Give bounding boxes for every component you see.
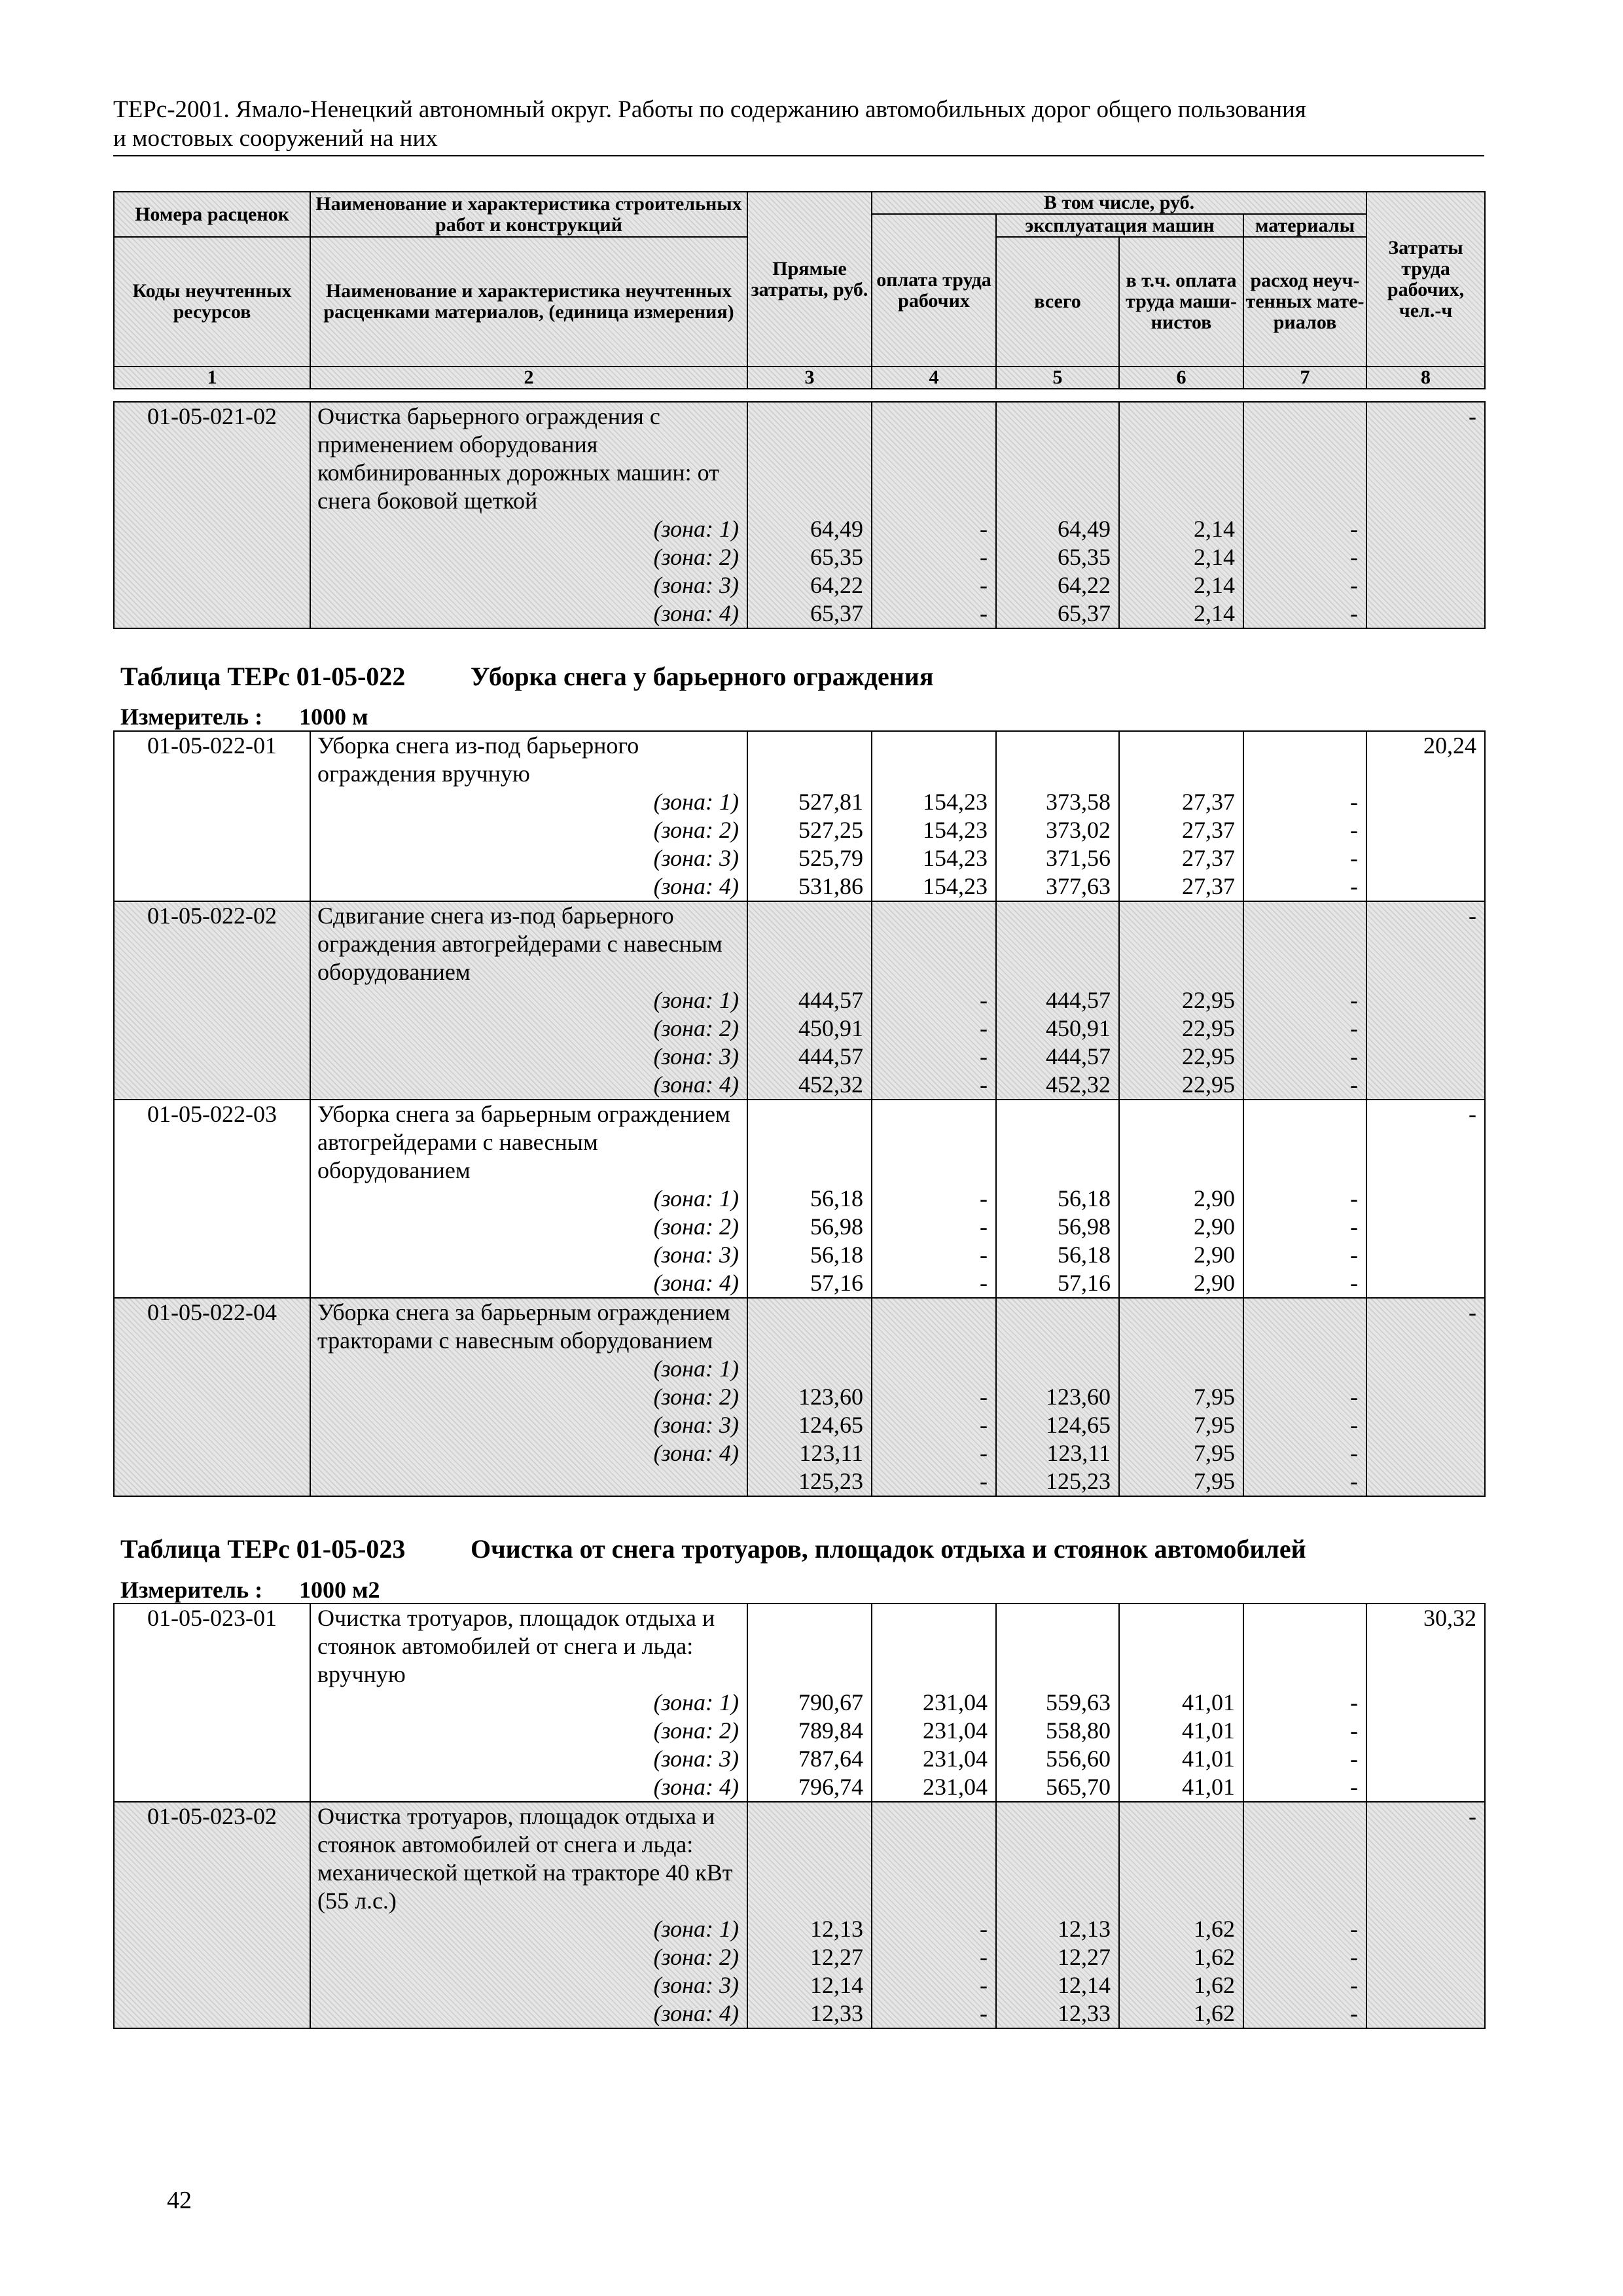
rate-code-cell: 01-05-022-02 <box>114 901 310 1100</box>
materials-header: материалы <box>1243 214 1366 237</box>
machines-value: 12,13 <box>1058 1916 1111 1942</box>
machinist-value: 41,01 <box>1182 1689 1235 1715</box>
direct-value: 452,32 <box>798 1071 863 1098</box>
direct-value: 65,37 <box>810 600 863 626</box>
rates-table-022 <box>113 730 1486 1497</box>
machinist-value: 27,37 <box>1182 789 1235 815</box>
materials-value: - <box>1350 845 1358 871</box>
machinist-value: 2,90 <box>1194 1242 1235 1268</box>
measure-value: 1000 м2 <box>299 1577 380 1603</box>
rates-table-021 <box>113 401 1486 629</box>
machinist-cell <box>1119 1298 1243 1496</box>
wages-cell <box>872 1298 996 1496</box>
table-title-name: Уборка снега у барьерного ограждения <box>471 662 934 691</box>
direct-value: 12,33 <box>810 2000 863 2026</box>
machinist-cell <box>1119 731 1243 901</box>
table-title <box>120 1534 1306 1564</box>
zone-label: (зона: 1) <box>653 1185 739 1211</box>
wages-value: 231,04 <box>923 1717 988 1744</box>
rate-name: Уборка снега за барьерным ограждением автогрейдерами с навесным оборудованием <box>317 1101 730 1183</box>
machinist-value: 7,95 <box>1194 1384 1235 1410</box>
machines-value: 12,33 <box>1058 2000 1111 2026</box>
machines-cell <box>996 731 1119 901</box>
machines-value: 377,63 <box>1046 873 1111 899</box>
direct-value: 123,60 <box>798 1384 863 1410</box>
materials-value: - <box>1350 1242 1358 1268</box>
machinist-value: 27,37 <box>1182 817 1235 843</box>
direct-cell <box>747 402 872 628</box>
direct-value: 531,86 <box>798 873 863 899</box>
machines-value: 565,70 <box>1046 1774 1111 1800</box>
col5-header: всего <box>996 237 1119 367</box>
machines-value: 56,98 <box>1058 1213 1111 1240</box>
machines-value: 559,63 <box>1046 1689 1111 1715</box>
machines-cell <box>996 1100 1119 1298</box>
rate-name: Очистка тротуаров, площадок отдыха и стоянок автомобилей от снега и льда: механической щеткой на тракторе 40 кВт (55 л.с.) <box>317 1803 733 1914</box>
measure-label: Измеритель : <box>120 1577 263 1603</box>
rate-name: Сдвигание снега из-под барьерного ограждения автогрейдерами с навесным оборудованием <box>317 903 722 985</box>
machinist-cell <box>1119 1604 1243 1802</box>
rate-description-cell <box>310 1100 747 1298</box>
machines-value: 558,80 <box>1046 1717 1111 1744</box>
materials-value: - <box>1350 1213 1358 1240</box>
wages-value: - <box>980 987 988 1013</box>
col6-header: в т.ч. оплата труда маши-нистов <box>1119 237 1243 367</box>
machinist-value: 1,62 <box>1194 1972 1235 1998</box>
table-title-name: Очистка от снега тротуаров, площадок отдыха и стоянок автомобилей <box>471 1534 1306 1564</box>
machinist-value: 22,95 <box>1182 1071 1235 1098</box>
machines-value: 371,56 <box>1046 845 1111 871</box>
machines-cell <box>996 402 1119 628</box>
zone-label: (зона: 2) <box>653 1384 739 1410</box>
zone-label: (зона: 3) <box>653 1746 739 1772</box>
materials-value: - <box>1350 1015 1358 1041</box>
wages-value: - <box>980 1944 988 1970</box>
machines-value: 56,18 <box>1058 1242 1111 1268</box>
machinist-value: 1,62 <box>1194 1916 1235 1942</box>
materials-value: - <box>1350 1384 1358 1410</box>
rates-table-body <box>114 731 1485 1496</box>
materials-value: - <box>1350 572 1358 598</box>
rates-table-body <box>114 1604 1485 2028</box>
measure-value: 1000 м <box>299 704 368 730</box>
materials-value: - <box>1350 600 1358 626</box>
table-row <box>114 1802 1485 2028</box>
zone-label: (зона: 4) <box>653 1774 739 1800</box>
table-row <box>114 402 1485 628</box>
machinist-value: 2,14 <box>1194 572 1235 598</box>
machinist-value: 41,01 <box>1182 1774 1235 1800</box>
materials-value: - <box>1350 1689 1358 1715</box>
wages-value: - <box>980 1384 988 1410</box>
direct-cell <box>747 1802 872 2028</box>
machines-value: 450,91 <box>1046 1015 1111 1041</box>
materials-value: - <box>1350 987 1358 1013</box>
table-title-code: Таблица ТЕРс 01-05-023 <box>120 1534 406 1564</box>
zone-label: (зона: 4) <box>653 2000 739 2026</box>
wages-value: 231,04 <box>923 1746 988 1772</box>
rate-code-cell: 01-05-023-01 <box>114 1604 310 1802</box>
machinist-value: 2,14 <box>1194 516 1235 542</box>
rates-table-body <box>114 402 1485 628</box>
wages-cell <box>872 901 996 1100</box>
machines-value: 373,58 <box>1046 789 1111 815</box>
measure-line <box>120 703 368 730</box>
materials-value: - <box>1350 1412 1358 1438</box>
rate-description-cell <box>310 731 747 901</box>
direct-value: 787,64 <box>798 1746 863 1772</box>
col4-header: оплата труда рабочих <box>872 214 996 367</box>
wages-value: - <box>980 1242 988 1268</box>
materials-cell <box>1243 731 1366 901</box>
direct-value: 450,91 <box>798 1015 863 1041</box>
col3-header: Прямые затраты, руб. <box>747 192 872 367</box>
col-number: 2 <box>310 367 747 389</box>
labor-cost-cell: 20,24 <box>1366 731 1485 901</box>
machines-cell <box>996 901 1119 1100</box>
wages-value: 154,23 <box>923 873 988 899</box>
rate-code-cell: 01-05-022-01 <box>114 731 310 901</box>
machinist-cell <box>1119 901 1243 1100</box>
table-title <box>120 661 934 692</box>
rate-code-cell: 01-05-023-02 <box>114 1802 310 2028</box>
wages-value: - <box>980 600 988 626</box>
materials-value: - <box>1350 1468 1358 1494</box>
machines-value: 444,57 <box>1046 987 1111 1013</box>
direct-value: 527,25 <box>798 817 863 843</box>
machines-value: 123,11 <box>1046 1440 1111 1466</box>
table-row <box>114 1298 1485 1496</box>
materials-value: - <box>1350 817 1358 843</box>
zone-label: (зона: 1) <box>653 1916 739 1942</box>
group-header: В том числе, руб. <box>872 192 1366 214</box>
direct-value: 56,18 <box>810 1242 863 1268</box>
zone-label: (зона: 4) <box>653 873 739 899</box>
direct-value: 12,14 <box>810 1972 863 1998</box>
direct-value: 64,49 <box>810 516 863 542</box>
wages-value: - <box>980 1468 988 1494</box>
machinist-value: 7,95 <box>1194 1412 1235 1438</box>
direct-value: 444,57 <box>798 1043 863 1069</box>
zone-label: (зона: 4) <box>653 1270 739 1296</box>
zone-label: (зона: 3) <box>653 845 739 871</box>
machinist-value: 22,95 <box>1182 1043 1235 1069</box>
measure-line <box>120 1576 380 1604</box>
direct-value: 12,13 <box>810 1916 863 1942</box>
direct-value: 525,79 <box>798 845 863 871</box>
direct-value: 125,23 <box>798 1468 863 1494</box>
materials-value: - <box>1350 2000 1358 2026</box>
document-header <box>113 96 1484 156</box>
zone-label: (зона: 3) <box>653 572 739 598</box>
machines-value: 124,65 <box>1046 1412 1111 1438</box>
machinist-value: 2,90 <box>1194 1213 1235 1240</box>
labor-cost-cell: 30,32 <box>1366 1604 1485 1802</box>
materials-value: - <box>1350 1972 1358 1998</box>
direct-value: 444,57 <box>798 987 863 1013</box>
materials-value: - <box>1350 516 1358 542</box>
machines-value: 373,02 <box>1046 817 1111 843</box>
zone-label: (зона: 4) <box>653 1440 739 1466</box>
machines-value: 64,49 <box>1058 516 1111 542</box>
col2-bottom-header: Наименование и характеристика неучтенных расценками материалов, (единица измерения) <box>310 237 747 367</box>
wages-value: - <box>980 2000 988 2026</box>
machines-value: 12,14 <box>1058 1972 1111 1998</box>
wages-cell <box>872 1802 996 2028</box>
table-row <box>114 1604 1485 1802</box>
machines-cell <box>996 1604 1119 1802</box>
machinist-value: 1,62 <box>1194 1944 1235 1970</box>
wages-value: 154,23 <box>923 789 988 815</box>
wages-cell <box>872 731 996 901</box>
direct-value: 790,67 <box>798 1689 863 1715</box>
rate-code-cell: 01-05-021-02 <box>114 402 310 628</box>
wages-value: - <box>980 544 988 570</box>
machines-value: 125,23 <box>1046 1468 1111 1494</box>
zone-label: (зона: 1) <box>653 789 739 815</box>
machines-value: 57,16 <box>1058 1270 1111 1296</box>
rate-code-cell: 01-05-022-04 <box>114 1298 310 1496</box>
machinist-value: 2,14 <box>1194 544 1235 570</box>
materials-value: - <box>1350 1916 1358 1942</box>
machines-value: 64,22 <box>1058 572 1111 598</box>
materials-value: - <box>1350 873 1358 899</box>
materials-value: - <box>1350 1270 1358 1296</box>
col1-top-header: Номера расценок <box>114 192 310 237</box>
materials-value: - <box>1350 1043 1358 1069</box>
machinist-value: 7,95 <box>1194 1468 1235 1494</box>
zone-label: (зона: 2) <box>653 1015 739 1041</box>
wages-value: - <box>980 1270 988 1296</box>
wages-value: - <box>980 1412 988 1438</box>
machinist-value: 1,62 <box>1194 2000 1235 2026</box>
machinist-value: 41,01 <box>1182 1746 1235 1772</box>
zone-label: (зона: 4) <box>653 600 739 626</box>
zone-label: (зона: 3) <box>653 1412 739 1438</box>
col2-top-header: Наименование и характеристика строительных работ и конструкций <box>310 192 747 237</box>
materials-value: - <box>1350 1944 1358 1970</box>
direct-value: 123,11 <box>799 1440 863 1466</box>
wages-value: - <box>980 1972 988 1998</box>
machines-header: эксплуатация машин <box>996 214 1243 237</box>
rate-description-cell <box>310 1604 747 1802</box>
materials-value: - <box>1350 1071 1358 1098</box>
machines-value: 556,60 <box>1046 1746 1111 1772</box>
machines-value: 56,18 <box>1058 1185 1111 1211</box>
machinist-value: 2,90 <box>1194 1270 1235 1296</box>
machines-value: 65,35 <box>1058 544 1111 570</box>
wages-value: - <box>980 1213 988 1240</box>
direct-value: 65,35 <box>810 544 863 570</box>
materials-value: - <box>1350 1774 1358 1800</box>
zone-label: (зона: 1) <box>653 1355 739 1382</box>
machinist-cell <box>1119 1100 1243 1298</box>
wages-value: - <box>980 1071 988 1098</box>
col-number: 4 <box>872 367 996 389</box>
wages-cell <box>872 1604 996 1802</box>
machinist-value: 27,37 <box>1182 845 1235 871</box>
machinist-value: 27,37 <box>1182 873 1235 899</box>
direct-cell <box>747 731 872 901</box>
rate-name: Очистка барьерного ограждения с применением оборудования комбинированных дорожных машин: от снега боковой щеткой <box>317 403 719 514</box>
wages-value: 231,04 <box>923 1689 988 1715</box>
col-number: 5 <box>996 367 1119 389</box>
machines-value: 12,27 <box>1058 1944 1111 1970</box>
zone-label: (зона: 2) <box>653 1717 739 1744</box>
materials-value: - <box>1350 1746 1358 1772</box>
col-number: 7 <box>1243 367 1366 389</box>
col-number: 1 <box>114 367 310 389</box>
machines-cell <box>996 1298 1119 1496</box>
materials-cell <box>1243 402 1366 628</box>
col-number: 6 <box>1119 367 1243 389</box>
measure-label: Измеритель : <box>120 704 263 730</box>
zone-label: (зона: 4) <box>653 1071 739 1098</box>
table-row <box>114 1100 1485 1298</box>
column-header-table <box>113 191 1486 389</box>
direct-value: 12,27 <box>810 1944 863 1970</box>
materials-cell <box>1243 1604 1366 1802</box>
zone-label: (зона: 1) <box>653 987 739 1013</box>
machinist-cell <box>1119 1802 1243 2028</box>
wages-value: - <box>980 1015 988 1041</box>
materials-value: - <box>1350 1440 1358 1466</box>
wages-value: - <box>980 1916 988 1942</box>
labor-cost-cell: - <box>1366 901 1485 1100</box>
materials-value: - <box>1350 789 1358 815</box>
direct-value: 796,74 <box>798 1774 863 1800</box>
table-title-code: Таблица ТЕРс 01-05-022 <box>120 662 406 691</box>
wages-value: 154,23 <box>923 817 988 843</box>
table-row <box>114 901 1485 1100</box>
wages-cell <box>872 1100 996 1298</box>
wages-cell <box>872 402 996 628</box>
materials-value: - <box>1350 1717 1358 1744</box>
labor-cost-cell: - <box>1366 402 1485 628</box>
zone-label: (зона: 2) <box>653 1944 739 1970</box>
machinist-value: 7,95 <box>1194 1440 1235 1466</box>
rate-code-cell: 01-05-022-03 <box>114 1100 310 1298</box>
wages-value: - <box>980 1185 988 1211</box>
materials-value: - <box>1350 1185 1358 1211</box>
col1-bottom-header: Коды неучтенных ресурсов <box>114 237 310 367</box>
direct-cell <box>747 1100 872 1298</box>
machines-value: 452,32 <box>1046 1071 1111 1098</box>
direct-value: 56,18 <box>810 1185 863 1211</box>
materials-cell <box>1243 1100 1366 1298</box>
rate-name: Очистка тротуаров, площадок отдыха и стоянок автомобилей от снега и льда: вручную <box>317 1605 715 1687</box>
rate-description-cell <box>310 402 747 628</box>
machines-cell <box>996 1802 1119 2028</box>
direct-value: 789,84 <box>798 1717 863 1744</box>
materials-cell <box>1243 1298 1366 1496</box>
rates-table-023 <box>113 1603 1486 2029</box>
machinist-value: 22,95 <box>1182 987 1235 1013</box>
direct-value: 527,81 <box>798 789 863 815</box>
zone-label: (зона: 3) <box>653 1242 739 1268</box>
labor-cost-cell: - <box>1366 1298 1485 1496</box>
col-number: 8 <box>1366 367 1485 389</box>
rate-name: Уборка снега за барьерным ограждением тракторами с навесным оборудованием <box>317 1299 730 1354</box>
zone-label: (зона: 2) <box>653 817 739 843</box>
direct-value: 64,22 <box>810 572 863 598</box>
machinist-value: 2,14 <box>1194 600 1235 626</box>
col7-header: расход неуч-тенных мате-риалов <box>1243 237 1366 367</box>
materials-value: - <box>1350 544 1358 570</box>
machines-value: 444,57 <box>1046 1043 1111 1069</box>
zone-label: (зона: 1) <box>653 1689 739 1715</box>
zone-label: (зона: 3) <box>653 1043 739 1069</box>
zone-label: (зона: 2) <box>653 544 739 570</box>
rate-description-cell <box>310 1298 747 1496</box>
wages-value: - <box>980 572 988 598</box>
wages-value: - <box>980 1440 988 1466</box>
zone-label: (зона: 2) <box>653 1213 739 1240</box>
direct-cell <box>747 901 872 1100</box>
direct-value: 56,98 <box>810 1213 863 1240</box>
rate-name: Уборка снега из-под барьерного ограждения вручную <box>317 732 639 787</box>
wages-value: - <box>980 516 988 542</box>
direct-value: 124,65 <box>798 1412 863 1438</box>
materials-cell <box>1243 901 1366 1100</box>
wages-value: 231,04 <box>923 1774 988 1800</box>
direct-value: 57,16 <box>810 1270 863 1296</box>
direct-cell <box>747 1604 872 1802</box>
page-number: 42 <box>167 2187 192 2214</box>
rate-description-cell <box>310 1802 747 2028</box>
machinist-value: 41,01 <box>1182 1717 1235 1744</box>
machinist-value: 2,90 <box>1194 1185 1235 1211</box>
wages-value: - <box>980 1043 988 1069</box>
labor-cost-cell: - <box>1366 1802 1485 2028</box>
machines-value: 123,60 <box>1046 1384 1111 1410</box>
zone-label: (зона: 3) <box>653 1972 739 1998</box>
header-line-2: и мостовых сооружений на них <box>113 125 438 152</box>
machinist-value: 22,95 <box>1182 1015 1235 1041</box>
table-row <box>114 731 1485 901</box>
materials-cell <box>1243 1802 1366 2028</box>
machinist-cell <box>1119 402 1243 628</box>
machines-value: 65,37 <box>1058 600 1111 626</box>
wages-value: 154,23 <box>923 845 988 871</box>
zone-label: (зона: 1) <box>653 516 739 542</box>
rate-description-cell <box>310 901 747 1100</box>
header-line-1: ТЕРс-2001. Ямало-Ненецкий автономный округ. Работы по содержанию автомобильных дорог общего пользования <box>113 96 1306 123</box>
direct-cell <box>747 1298 872 1496</box>
col-number: 3 <box>747 367 872 389</box>
labor-cost-cell: - <box>1366 1100 1485 1298</box>
col8-header: Затраты труда рабочих, чел.-ч <box>1366 192 1485 367</box>
